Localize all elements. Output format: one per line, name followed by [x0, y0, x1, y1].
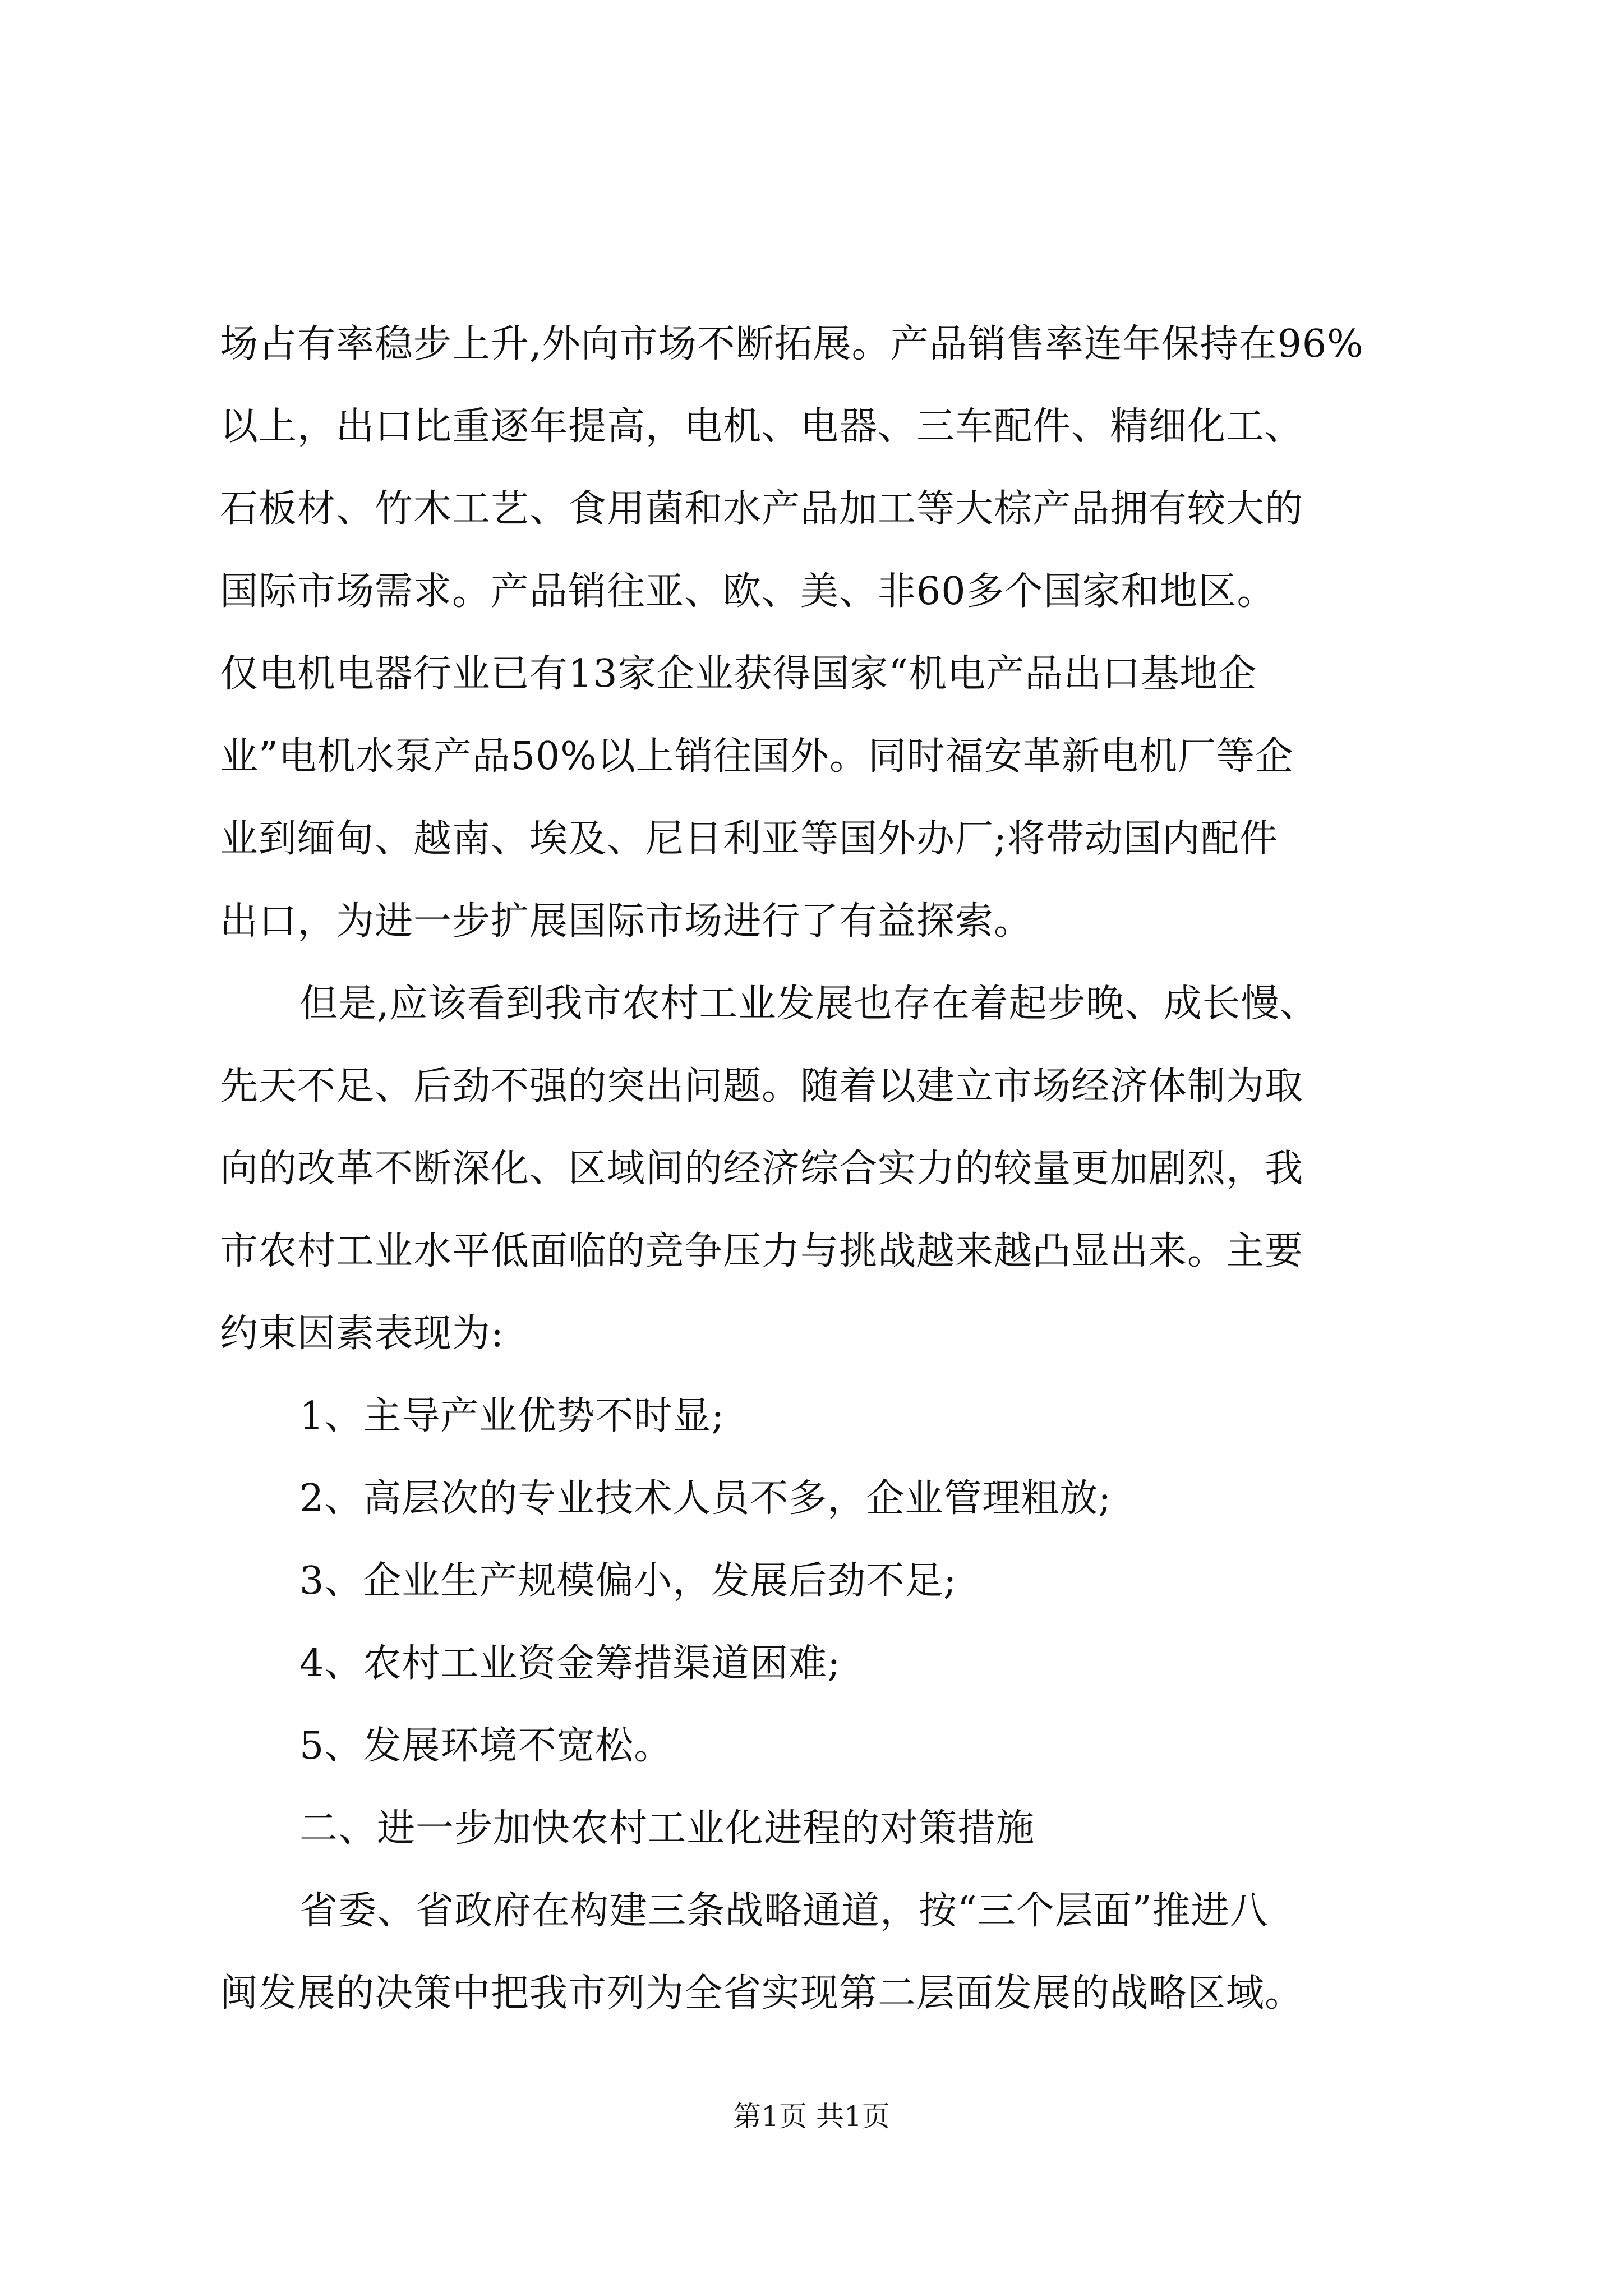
list-item: 5、发展环境不宽松。 [299, 1724, 673, 1768]
text-line: 向的改革不断深化、区域间的经济综合实力的较量更加剧烈，我 [220, 1147, 1304, 1191]
text-line: 闽发展的决策中把我市列为全省实现第二层面发展的战略区域。 [220, 1971, 1304, 2016]
text-line: 业到缅甸、越南、埃及、尼日利亚等国外办厂;将带动国内配件 [220, 817, 1278, 861]
text-line: 场占有率稳步上升,外向市场不断拓展。产品销售率连年保持在96% [220, 322, 1364, 366]
body-text [220, 303, 1420, 2035]
text-line: 约束因素表现为: [220, 1312, 504, 1356]
text-line: 业”电机水泵产品50%以上销往国外。同时福安革新电机厂等企 [220, 734, 1294, 779]
text-line: 仅电机电器行业已有13家企业获得国家“机电产品出口基地企 [220, 652, 1257, 696]
list-item: 3、企业生产规模偏小，发展后劲不足; [299, 1559, 957, 1603]
list-item: 4、农村工业资金筹措渠道困难; [299, 1641, 841, 1686]
list-item: 2、高层次的专业技术人员不多，企业管理粗放; [299, 1476, 1112, 1521]
text-line: 先天不足、后劲不强的突出问题。随着以建立市场经济体制为取 [220, 1064, 1304, 1108]
list-item: 1、主导产业优势不时显; [299, 1394, 725, 1438]
text-line: 市农村工业水平低面临的竞争压力与挑战越来越凸显出来。主要 [220, 1229, 1304, 1273]
section-heading: 二、进一步加快农村工业化进程的对策措施 [299, 1806, 1035, 1851]
text-line: 出口，为进一步扩展国际市场进行了有益探索。 [220, 899, 1033, 944]
text-line: 石板材、竹木工艺、食用菌和水产品加工等大棕产品拥有较大的 [220, 487, 1304, 531]
text-line: 国际市场需求。产品销往亚、欧、美、非60多个国家和地区。 [220, 569, 1276, 614]
page-footer: 第1页 共1页 [733, 2100, 890, 2133]
paragraph-start-line: 但是,应该看到我市农村工业发展也存在着起步晚、成长慢、 [299, 982, 1318, 1026]
text-line: 以上，出口比重逐年提高，电机、电器、三车配件、精细化工、 [220, 404, 1304, 449]
paragraph-start-line: 省委、省政府在构建三条战略通道，按“三个层面”推进八 [299, 1889, 1269, 1933]
